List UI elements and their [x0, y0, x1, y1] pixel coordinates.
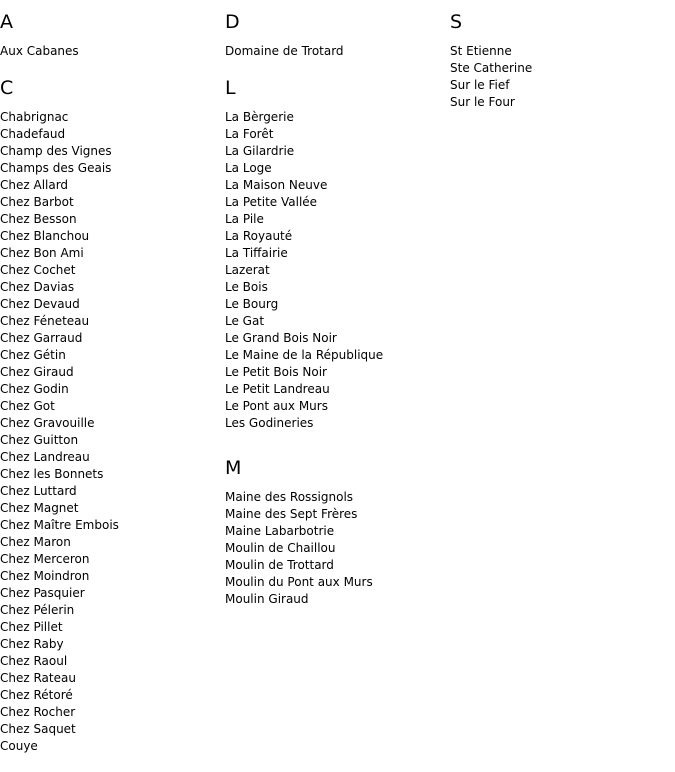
place-name: La Gilardrie [225, 144, 295, 158]
place-name: Chez Rocher [0, 705, 76, 719]
place-name: Chez Landreau [0, 450, 90, 464]
place-name: Chez Raoul [0, 654, 68, 668]
place-name: Chez Moindron [0, 569, 90, 583]
place-name: Chez Féneteau [0, 314, 90, 328]
place-name: Le Maine de la République [225, 348, 384, 362]
place-name: Lazerat [225, 263, 270, 277]
place-name: Chez Gétin [0, 348, 66, 362]
place-name: Chez Besson [0, 212, 77, 226]
place-list [0, 43, 225, 60]
index-column-1 [0, 0, 225, 755]
letter-group-c [0, 77, 225, 755]
place-list [225, 489, 450, 608]
letter-group-s [450, 11, 675, 111]
place-name: La Royauté [225, 229, 293, 243]
place-name: La Loge [225, 161, 272, 175]
place-name: Le Grand Bois Noir [225, 331, 337, 345]
place-name: Chez Raby [0, 637, 64, 651]
place-name: Chez Godin [0, 382, 69, 396]
place-name: Chez Davias [0, 280, 75, 294]
place-name: La Bèrgerie [225, 110, 294, 124]
place-name: Le Bois [225, 280, 268, 294]
place-name: Moulin de Chaillou [225, 541, 336, 555]
letter-group-m [225, 457, 450, 608]
place-name: Chez Giraud [0, 365, 74, 379]
place-name: Maine des Rossignols [225, 490, 354, 504]
place-name: Chez Allard [0, 178, 69, 192]
place-name: Le Petit Bois Noir [225, 365, 327, 379]
place-name: Couye [0, 739, 38, 753]
place-name: Chez Merceron [0, 552, 90, 566]
place-name: Sur le Four [450, 95, 515, 109]
place-name: La Maison Neuve [225, 178, 328, 192]
index-column-2 [225, 0, 450, 608]
place-name: Champs des Geais [0, 161, 112, 175]
place-name: Chez Bon Ami [0, 246, 84, 260]
place-name: La Forêt [225, 127, 274, 141]
place-name: Le Petit Landreau [225, 382, 330, 396]
place-name: Ste Catherine [450, 61, 533, 75]
place-name: Chez Pillet [0, 620, 63, 634]
group-letter-heading: L [225, 77, 236, 99]
place-name: Chabrignac [0, 110, 69, 124]
place-name: Moulin Giraud [225, 592, 309, 606]
place-name: Chez Maître Embois [0, 518, 119, 532]
letter-group-a [0, 11, 225, 60]
group-letter-heading: C [0, 77, 14, 99]
place-name: Chez Saquet [0, 722, 76, 736]
place-name: Chez Maron [0, 535, 71, 549]
place-list [225, 43, 450, 60]
group-letter-heading: S [450, 11, 463, 33]
group-letter-heading: A [0, 11, 13, 33]
group-letter-heading: M [225, 457, 242, 479]
place-name: La Petite Vallée [225, 195, 318, 209]
place-name: Moulin de Trottard [225, 558, 334, 572]
place-name: Chez Luttard [0, 484, 77, 498]
place-name: Domaine de Trotard [225, 44, 344, 58]
letter-group-d [225, 11, 450, 60]
place-name: Aux Cabanes [0, 44, 79, 58]
place-name: Chez Pélerin [0, 603, 75, 617]
place-name: Le Pont aux Murs [225, 399, 328, 413]
place-name: La Pile [225, 212, 264, 226]
place-name: La Tiffairie [225, 246, 288, 260]
place-name: Chez Rateau [0, 671, 76, 685]
group-letter-heading: D [225, 11, 240, 33]
place-name: Chez Guitton [0, 433, 79, 447]
place-name: Champ des Vignes [0, 144, 112, 158]
place-list [225, 109, 450, 432]
letter-group-l [225, 77, 450, 432]
place-name: Chez les Bonnets [0, 467, 104, 481]
place-name: Maine Labarbotrie [225, 524, 335, 538]
place-name: Chez Cochet [0, 263, 76, 277]
place-name: Chez Devaud [0, 297, 80, 311]
place-name: Chez Blanchou [0, 229, 90, 243]
place-name: Chez Barbot [0, 195, 74, 209]
place-name: Chez Got [0, 399, 55, 413]
place-name: St Etienne [450, 44, 512, 58]
place-name: Chez Magnet [0, 501, 79, 515]
place-name: Chadefaud [0, 127, 66, 141]
place-list [450, 43, 675, 111]
place-name: Le Gat [225, 314, 265, 328]
place-name: Sur le Fief [450, 78, 510, 92]
index-column-3 [450, 0, 675, 111]
place-name: Moulin du Pont aux Murs [225, 575, 373, 589]
place-name: Chez Rétoré [0, 688, 73, 702]
place-list [0, 109, 225, 755]
place-name: Chez Gravouille [0, 416, 95, 430]
place-name: Chez Garraud [0, 331, 83, 345]
place-name: Maine des Sept Frères [225, 507, 358, 521]
place-name: Le Bourg [225, 297, 279, 311]
place-name: Les Godineries [225, 416, 314, 430]
place-name: Chez Pasquier [0, 586, 85, 600]
